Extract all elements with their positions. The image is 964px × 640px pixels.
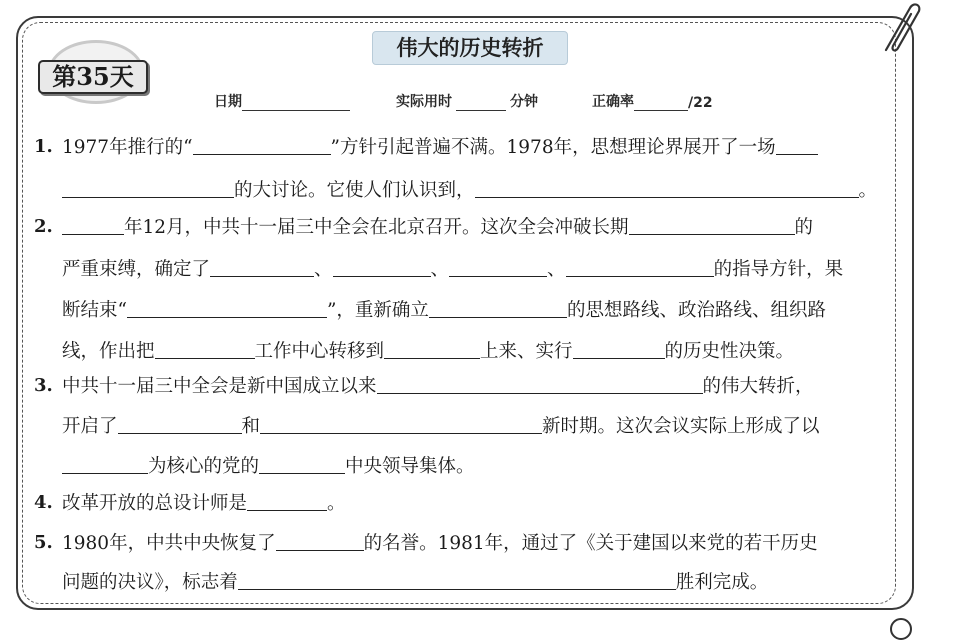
q4-text-a: 改革开放的总设计师是 <box>62 493 248 514</box>
q2-blank-3[interactable] <box>210 258 314 277</box>
q2-blank-7[interactable] <box>127 299 327 318</box>
q5-text-a: 1980年，中共中央恢复了 <box>62 533 276 554</box>
q3-blank-1[interactable] <box>377 375 703 394</box>
q4-text-b: 。 <box>327 493 346 514</box>
q3-text-g: 中央领导集体。 <box>345 456 475 477</box>
q3-line-2 <box>62 413 820 440</box>
q2-text-d: 的指导方针，果 <box>713 259 844 280</box>
q5-blank-2[interactable] <box>238 571 676 590</box>
q3-text-d: 和 <box>241 416 261 437</box>
q5-line-1 <box>62 530 818 557</box>
q4-line-1 <box>62 490 346 517</box>
date-field <box>214 91 350 111</box>
accuracy-blank[interactable] <box>634 94 688 111</box>
q3-text-a: 中共十一届三中全会是新中国成立以来 <box>62 376 377 397</box>
day-badge <box>34 40 154 104</box>
q4-blank-1[interactable] <box>247 492 327 511</box>
day-label: 第35天 <box>38 60 148 94</box>
q1-blank-2[interactable] <box>776 136 818 155</box>
q3-line-3 <box>62 453 475 480</box>
q5-line-2 <box>62 569 768 596</box>
q5-text-b: 的名誉。1981年，通过了《关于建国以来党的若干历史 <box>363 533 818 554</box>
q5-number: 5. <box>34 532 53 553</box>
q2-sep-1: 、 <box>314 259 333 280</box>
q1-text-a: 1977年推行的“ <box>62 137 193 158</box>
q2-text-e: 断结束“ <box>62 300 127 321</box>
q2-blank-5[interactable] <box>449 258 547 277</box>
q5-text-d: 胜利完成。 <box>675 572 769 593</box>
q2-sep-3: 、 <box>547 259 566 280</box>
date-label: 日期 <box>214 94 242 110</box>
accuracy-field <box>592 91 713 111</box>
q1-line-2 <box>62 177 877 204</box>
q3-blank-3[interactable] <box>260 415 542 434</box>
q2-blank-8[interactable] <box>429 299 567 318</box>
q2-blank-4[interactable] <box>333 258 431 277</box>
q5-text-c: 问题的决议》，标志着 <box>62 572 238 593</box>
q1-text-b: ”方针引起普遍不满。1978年，思想理论界展开了一场 <box>330 137 776 158</box>
q3-blank-2[interactable] <box>118 415 242 434</box>
q2-text-i: 工作中心转移到 <box>254 341 385 362</box>
q2-blank-9[interactable] <box>155 340 255 359</box>
q2-line-1 <box>62 214 813 241</box>
q2-text-b: 的 <box>794 217 814 238</box>
q1-text-c: 的大讨论。它使人们认识到， <box>234 180 475 201</box>
q2-line-2 <box>62 256 843 283</box>
q2-text-h: 线，作出把 <box>62 341 155 362</box>
q3-number: 3. <box>34 375 53 396</box>
q3-text-e: 新时期。这次会议实际上形成了以 <box>542 416 820 437</box>
q3-text-b: 的伟大转折， <box>702 376 814 397</box>
time-blank[interactable] <box>456 94 506 111</box>
accuracy-total: /22 <box>688 95 713 111</box>
time-field <box>396 91 538 111</box>
minutes-label: 分钟 <box>510 94 538 110</box>
q2-blank-6[interactable] <box>566 258 714 277</box>
q2-line-4 <box>62 338 794 365</box>
q2-line-3 <box>62 297 826 324</box>
page-title: 伟大的历史转折 <box>372 31 568 65</box>
q2-text-g: 的思想路线、政治路线、组织路 <box>566 300 826 321</box>
q2-number: 2. <box>34 216 53 237</box>
q3-text-f: 为核心的党的 <box>148 456 260 477</box>
q1-blank-1[interactable] <box>193 136 331 155</box>
q1-text-d: 。 <box>858 180 878 201</box>
time-label: 实际用时 <box>396 94 452 110</box>
q3-text-c: 开启了 <box>62 416 118 437</box>
q2-text-k: 的历史性决策。 <box>664 341 795 362</box>
q1-blank-3[interactable] <box>62 179 234 198</box>
q1-line-1 <box>62 134 818 161</box>
q2-blank-2[interactable] <box>629 216 795 235</box>
q2-sep-2: 、 <box>430 259 450 280</box>
q3-line-1 <box>62 373 814 400</box>
q2-blank-11[interactable] <box>573 340 665 359</box>
q5-blank-1[interactable] <box>276 532 364 551</box>
q3-blank-4[interactable] <box>62 455 148 474</box>
q1-blank-4[interactable] <box>475 179 859 198</box>
paperclip-icon <box>866 0 926 56</box>
q2-blank-10[interactable] <box>384 340 480 359</box>
q2-text-f: ”，重新确立 <box>326 300 429 321</box>
q2-text-j: 上来、实行 <box>480 341 573 362</box>
accuracy-label: 正确率 <box>592 94 634 110</box>
q4-number: 4. <box>34 492 53 513</box>
date-blank[interactable] <box>242 94 350 111</box>
q2-blank-1[interactable] <box>62 216 124 235</box>
corner-circle-icon <box>890 618 912 640</box>
q1-number: 1. <box>34 136 53 157</box>
q2-text-a: 年12月，中共十一届三中全会在北京召开。这次全会冲破长期 <box>124 217 629 238</box>
q2-text-c: 严重束缚，确定了 <box>62 259 211 280</box>
q3-blank-5[interactable] <box>259 455 345 474</box>
